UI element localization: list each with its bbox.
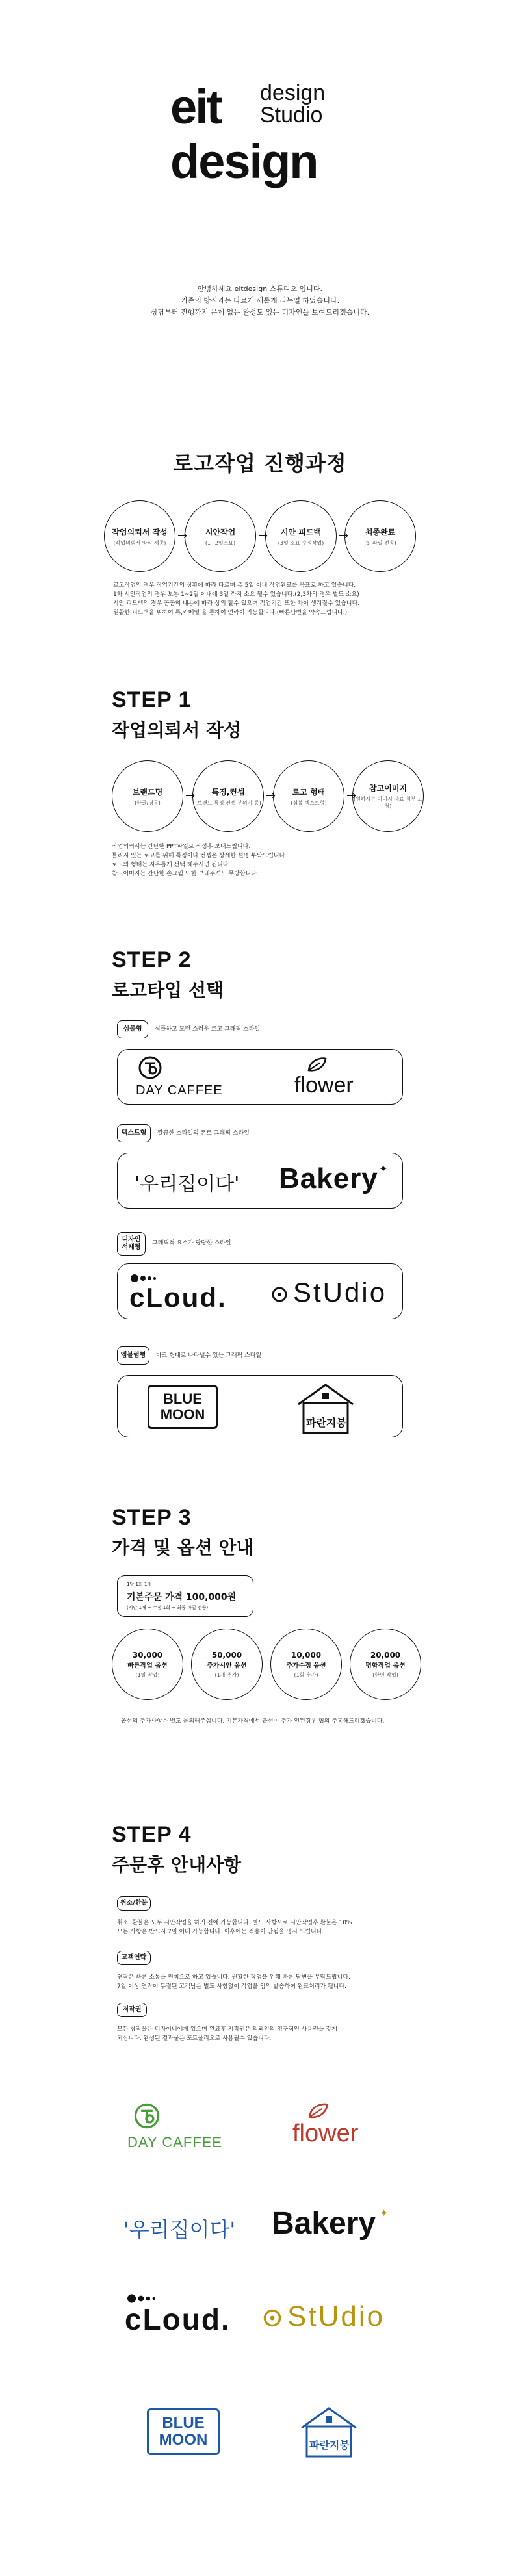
note-line: 1차 시안작업의 경우 보통 1~2일 이내에 3일 까지 소요 될수 있습니다.(2,3차의 경우 별도 소요) xyxy=(113,591,359,598)
note-line: 틀리지 있는 로고를 위해 특징이나 컨셉은 상세한 설명 부탁드립니다. xyxy=(112,853,287,859)
step1-item: 참고이미지 (원하시는 이미지 자료 첨부 요청) xyxy=(352,760,424,832)
notice-text: 연락은 빠른 소통을 원칙으로 하고 있습니다. 원활한 작업을 위해 빠른 답변을 부탁드립니다. 7일 이상 연락이 두절된 고객님은 별도 사항없이 작업을 임의 발송하여 완료처리가 됩니다. xyxy=(117,1974,350,1990)
process-step: 최종완료 (ai 파일 전송) xyxy=(344,500,416,572)
process-title: 로고작업 진행과정 xyxy=(173,451,347,476)
brand-logo xyxy=(170,78,352,201)
notice-tag: 취소/환불 xyxy=(117,1896,151,1911)
blue-moon-emblem xyxy=(148,1385,218,1429)
logo-bakery: Bakery xyxy=(279,1163,378,1194)
arrow-right-icon: → xyxy=(339,529,349,543)
step1-item: 브랜드명 (한글/영문) xyxy=(112,760,183,832)
options-row xyxy=(112,1629,424,1700)
type-desc: 마크 형태로 나타낼수 있는 그래픽 스타일 xyxy=(156,1352,262,1359)
logo-flower-color: flower xyxy=(292,2120,359,2147)
showcase-blue-moon xyxy=(147,2408,220,2455)
note-line: 시안 피드백의 경우 꼼꼼히 내용에 따라 상의 할수 있으며 작업기간 또한 차이 생겨질수 있습니다. xyxy=(113,600,360,607)
base-small: 1달 1회 1개 xyxy=(127,1582,152,1587)
sparkle-icon: ✦ xyxy=(380,2207,389,2219)
type-tag: 디자인 서체형 xyxy=(117,1232,146,1256)
note-line: 작업의뢰서는 간단한 PPT파일로 작성후 보내드립니다. xyxy=(112,844,251,850)
sparkle-icon: ✦ xyxy=(379,1163,388,1175)
logo-studio-color: StUdio xyxy=(287,2300,385,2332)
type-desc: 깔끔한 스타일의 폰트 그래픽 스타일 xyxy=(157,1130,250,1137)
step3-note: 옵션의 추가사항은 별도 문의해주십니다. 기본가격에서 옵션이 추가 인된경우 협의 추홍해드리겠습니다. xyxy=(121,1718,385,1725)
process-notes xyxy=(113,581,438,617)
intro-line: 기존의 방식과는 다르게 새롭게 리뉴얼 하였습니다. xyxy=(180,296,340,305)
process-step: 시안작업 (1~2일소요) xyxy=(185,500,256,572)
logo-card xyxy=(117,1375,403,1437)
notice-text: 모든 창작물은 디자이너에게 있으며 완료후 저작권은 의뢰인의 영구적인 사용권을 갖게 되십니다. 완성된 결과물은 포트폴리오로 사용될수 있습니다. xyxy=(117,2026,337,2042)
type-tag: 심볼형 xyxy=(117,1020,148,1038)
step4-title: 주문후 안내사항 xyxy=(112,1854,242,1875)
showcase-cloud xyxy=(125,2293,255,2345)
logo-day-caffee: DAY CAFFEE xyxy=(136,1083,223,1098)
option-item: 10,000 추가수정 옵션 (1회 추가) xyxy=(270,1629,342,1700)
blue-moon-line2: MOON xyxy=(160,1406,205,1423)
base-price: 기본주문 가격 100,000원 xyxy=(127,1592,237,1603)
process-step: 시안 피드백 (3일 소요 수정작업) xyxy=(265,500,337,572)
logo-woori: '우리집이다' xyxy=(135,1173,240,1196)
brand-design-small: design xyxy=(260,81,326,105)
process-step: 작업의뢰서 작성 (작업의뢰서 양식 제공) xyxy=(104,500,176,572)
intro-line: 상담부터 진행까지 문제 없는 완성도 있는 디자인을 보여드리겠습니다. xyxy=(150,308,370,316)
logo-studio: StUdio xyxy=(293,1277,387,1307)
showcase-house xyxy=(298,2403,360,2462)
logo-bakery-color: Bakery xyxy=(272,2206,376,2241)
logo-day-caffee-color: DAY CAFFEE xyxy=(127,2134,223,2150)
logo-card xyxy=(117,1049,403,1105)
type-desc: 그래픽적 요소가 당당한 스타일 xyxy=(152,1240,231,1246)
process-flow xyxy=(104,500,416,572)
ring-icon xyxy=(263,2308,282,2328)
note-line: 로고작업의 경우 작업기간의 상황에 따라 다르며 총 5일 이내 작업완료를 목표로 하고 있습니다. xyxy=(113,582,356,589)
type-tag: 엠블럼형 xyxy=(117,1346,150,1365)
type-desc: 심플하고 모던 스러운 로고 그래픽 스타일 xyxy=(155,1026,261,1033)
step1-title: 작업의뢰서 작성 xyxy=(112,719,242,741)
step2-label: STEP 2 xyxy=(112,947,192,972)
blue-moon-line2: MOON xyxy=(159,2431,208,2449)
note-line: 참고이미지는 간단한 손그림 또한 보내주셔도 무방합니다. xyxy=(112,871,259,877)
step1-item: 로고 형태 (심볼 텍스트형) xyxy=(273,760,344,832)
arrow-right-icon: → xyxy=(177,529,188,543)
showcase-studio xyxy=(263,2297,393,2342)
arrow-right-icon: → xyxy=(258,529,268,543)
arrow-right-icon: → xyxy=(185,789,196,803)
notice-tag: 저작권 xyxy=(117,2003,147,2017)
brand-eit: eit xyxy=(170,80,221,134)
base-price-card xyxy=(117,1575,254,1617)
ring-icon xyxy=(271,1286,288,1303)
logo-card xyxy=(117,1263,403,1319)
blue-moon-line1: BLUE xyxy=(162,2414,205,2432)
intro-text xyxy=(0,283,520,318)
step1-notes xyxy=(112,842,437,879)
day-caffee-mark-icon xyxy=(137,1055,163,1081)
logo-card xyxy=(117,1153,403,1209)
day-caffee-mark-icon xyxy=(133,2102,161,2130)
notice-tag: 고객연락 xyxy=(117,1951,151,1965)
option-item: 30,000 빠른작업 옵션 (1일 작업) xyxy=(112,1629,183,1700)
logo-cloud-color: cLoud. xyxy=(125,2302,231,2336)
notice-text: 취소, 환불은 모두 시안작업을 하기 전에 가능합니다. 별도 사항으로 시안작업후 환불은 10% 모든 사항은 반드시 7일 이내 가능합니다. 이후에는 적용이 안됨을 명시 드립니다. xyxy=(117,1920,352,1935)
step1-flow xyxy=(112,760,424,832)
type-tag: 텍스트형 xyxy=(117,1124,151,1142)
base-sub: (시안 1개 + 수정 1회 + 최종 파일 전송) xyxy=(127,1605,209,1610)
logo-woori-color: '우리집이다' xyxy=(124,2217,236,2242)
note-line: 원활한 피드백을 위하여 톡,카메일 을 통하여 연락이 가능합니다.(빠른답변을 약속드립니다.) xyxy=(113,610,348,616)
step2-title: 로고타입 선택 xyxy=(112,979,224,1001)
option-item: 20,000 명함작업 옵션 (한면 작업) xyxy=(350,1629,421,1700)
option-item: 50,000 추가시안 옵션 (1개 추가) xyxy=(191,1629,263,1700)
step1-item: 특징,컨셉 (브랜드 특징 컨셉 분위기 등) xyxy=(192,760,264,832)
brand-studio: Studio xyxy=(260,103,323,127)
arrow-right-icon: → xyxy=(346,789,357,803)
logo-house: 파란지붕 xyxy=(306,1417,346,1429)
intro-line: 안녕하세요 eitdesign 스튜디오 입니다. xyxy=(197,285,323,293)
logo-house-color: 파란지붕 xyxy=(309,2439,350,2451)
step1-label: STEP 1 xyxy=(112,688,192,712)
showcase-flower xyxy=(290,2102,394,2160)
note-line: 로고의 형태는 자유롭게 선택 해주시면 됩니다. xyxy=(112,862,231,868)
brand-design-big: design xyxy=(170,135,318,188)
logo-cloud: cLoud. xyxy=(129,1282,227,1313)
blue-moon-line1: BLUE xyxy=(163,1391,202,1407)
arrow-right-icon: → xyxy=(266,789,276,803)
showcase-day-caffee xyxy=(127,2102,238,2160)
step3-title: 가격 및 옵션 안내 xyxy=(112,1537,254,1558)
step4-label: STEP 4 xyxy=(112,1822,192,1847)
leaf-icon xyxy=(307,2102,330,2120)
logo-flower: flower xyxy=(294,1073,354,1098)
leaf-icon xyxy=(306,1056,328,1073)
step3-label: STEP 3 xyxy=(112,1505,192,1530)
